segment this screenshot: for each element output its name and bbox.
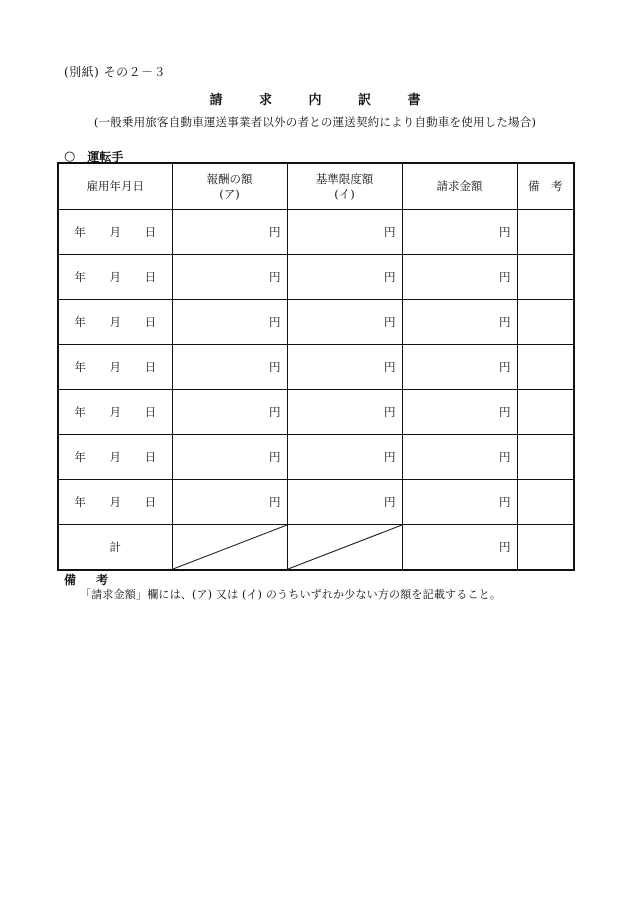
remarks-cell[interactable] <box>517 210 574 255</box>
claim-amount-cell[interactable]: 円 <box>402 345 517 390</box>
section-heading-label: 運転手 <box>87 150 124 164</box>
total-remarks-cell[interactable] <box>517 525 574 571</box>
header-remuneration: 報酬の額 (ア) <box>172 163 287 210</box>
table-row <box>58 345 574 390</box>
header-employment-date: 雇用年月日 <box>58 163 172 210</box>
standard-limit-cell[interactable]: 円 <box>287 390 402 435</box>
remuneration-cell[interactable]: 円 <box>172 390 287 435</box>
employment-date-cell[interactable]: 年 月 日 <box>58 480 172 525</box>
remarks-cell[interactable] <box>517 390 574 435</box>
remarks-cell[interactable] <box>517 255 574 300</box>
standard-limit-cell[interactable]: 円 <box>287 255 402 300</box>
employment-date-cell[interactable]: 年 月 日 <box>58 210 172 255</box>
standard-limit-cell[interactable]: 円 <box>287 300 402 345</box>
claim-amount-cell[interactable]: 円 <box>402 300 517 345</box>
header-standard-limit: 基準限度額 (イ) <box>287 163 402 210</box>
diagonal-strike-line <box>288 525 402 569</box>
remuneration-cell[interactable]: 円 <box>172 210 287 255</box>
total-standard-limit-struck-cell <box>287 525 402 571</box>
standard-limit-cell[interactable]: 円 <box>287 480 402 525</box>
claim-amount-cell[interactable]: 円 <box>402 255 517 300</box>
header-claim-amount: 請求金額 <box>402 163 517 210</box>
header-remarks: 備 考 <box>517 163 574 210</box>
document-subtitle: (一般乗用旅客自動車運送事業者以外の者との運送契約により自動車を使用した場合) <box>93 115 537 129</box>
document-reference: (別紙) その２－３ <box>64 65 167 79</box>
table-row <box>58 210 574 255</box>
total-label: 計 <box>58 525 172 571</box>
employment-date-cell[interactable]: 年 月 日 <box>58 390 172 435</box>
remarks-note: 「請求金額」欄には、(ア) 又は (イ) のうちいずれか少ない方の額を記載すること。 <box>80 588 502 601</box>
table-row <box>58 255 574 300</box>
employment-date-cell[interactable]: 年 月 日 <box>58 435 172 480</box>
total-row <box>58 525 574 571</box>
table-row <box>58 300 574 345</box>
diagonal-strike-line <box>173 525 287 569</box>
remuneration-cell[interactable]: 円 <box>172 300 287 345</box>
remarks-cell[interactable] <box>517 345 574 390</box>
header-standard-limit-mark: (イ) <box>334 186 355 201</box>
remuneration-cell[interactable]: 円 <box>172 480 287 525</box>
document-title: 請 求 内 訳 書 <box>209 93 437 108</box>
header-remuneration-mark: (ア) <box>219 186 240 201</box>
remuneration-cell[interactable]: 円 <box>172 435 287 480</box>
claim-amount-cell[interactable]: 円 <box>402 210 517 255</box>
claim-amount-cell[interactable]: 円 <box>402 390 517 435</box>
remarks-cell[interactable] <box>517 480 574 525</box>
circle-bullet-icon: ○ <box>64 149 76 164</box>
remarks-heading: 備 考 <box>64 573 117 587</box>
remuneration-cell[interactable]: 円 <box>172 255 287 300</box>
claim-amount-cell[interactable]: 円 <box>402 435 517 480</box>
standard-limit-cell[interactable]: 円 <box>287 210 402 255</box>
standard-limit-cell[interactable]: 円 <box>287 345 402 390</box>
employment-date-cell[interactable]: 年 月 日 <box>58 345 172 390</box>
total-claim-amount-cell[interactable]: 円 <box>402 525 517 571</box>
claim-detail-table <box>57 162 575 571</box>
standard-limit-cell[interactable]: 円 <box>287 435 402 480</box>
table-row <box>58 390 574 435</box>
claim-amount-cell[interactable]: 円 <box>402 480 517 525</box>
remarks-cell[interactable] <box>517 435 574 480</box>
total-remuneration-struck-cell <box>172 525 287 571</box>
remuneration-cell[interactable]: 円 <box>172 345 287 390</box>
employment-date-cell[interactable]: 年 月 日 <box>58 255 172 300</box>
table-row <box>58 480 574 525</box>
employment-date-cell[interactable]: 年 月 日 <box>58 300 172 345</box>
remarks-cell[interactable] <box>517 300 574 345</box>
table-row <box>58 435 574 480</box>
table-header-row <box>58 163 574 210</box>
